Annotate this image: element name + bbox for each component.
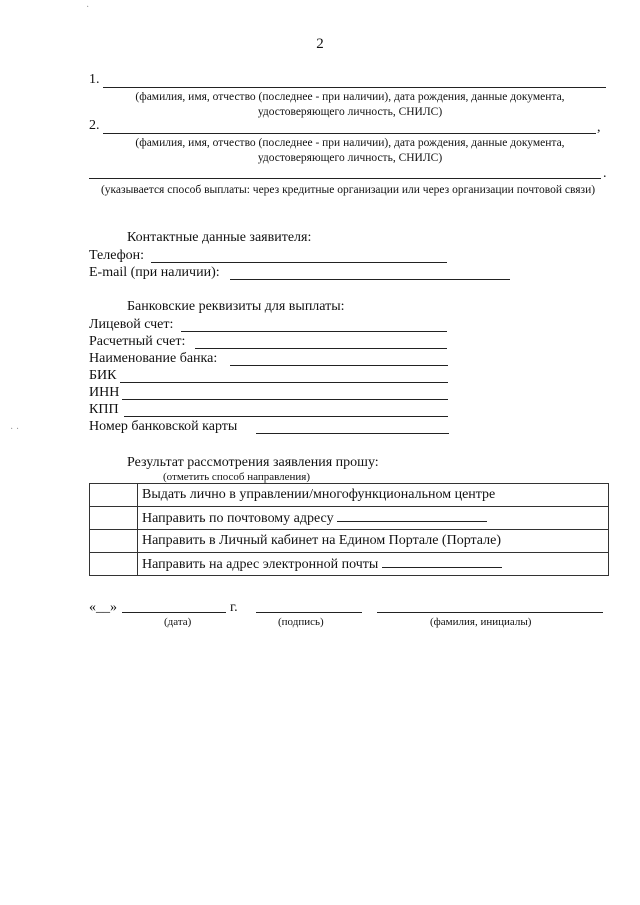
option-text: Направить в Личный кабинет на Едином Портале (Портале): [142, 533, 502, 548]
person-2-caption: (фамилия, имя, отчество (последнее - при наличии), дата рождения, данные документа, удостоверяющего личность, СНИЛС): [135, 137, 565, 164]
person-1-caption: (фамилия, имя, отчество (последнее - при наличии), дата рождения, данные документа, удостоверяющего личность, СНИЛС): [135, 91, 565, 118]
bank-field-label: ИНН: [89, 385, 120, 400]
bank-field-label: Наименование банка:: [89, 351, 218, 366]
option-text: Направить на адрес электронной почты: [142, 557, 379, 572]
delivery-options-table: [89, 483, 609, 576]
email-input-line[interactable]: [230, 279, 510, 280]
scan-mark: · ·: [10, 424, 20, 435]
option-label: [138, 507, 609, 530]
option-row: [90, 507, 609, 530]
person-1-number: 1.: [89, 72, 100, 87]
postal-address-line[interactable]: [337, 509, 487, 522]
date-caption: (дата): [164, 616, 192, 628]
page-number: 2: [316, 36, 324, 52]
bik-input-line[interactable]: [120, 382, 448, 383]
name-initials-line[interactable]: [377, 612, 603, 613]
signature-line[interactable]: [256, 612, 362, 613]
bank-field-label: Номер банковской карты: [89, 419, 238, 434]
option-row: [90, 553, 609, 576]
kpp-input-line[interactable]: [124, 416, 448, 417]
option-checkbox[interactable]: [90, 553, 138, 576]
bank-field-label: Расчетный счет:: [89, 334, 186, 349]
person-1-line[interactable]: [103, 87, 606, 88]
person-2-line[interactable]: [103, 133, 596, 134]
payment-caption: (указывается способ выплаты: через кредитные организации или через организации почтовой связи): [100, 184, 596, 196]
phone-label: Телефон:: [89, 248, 145, 263]
bank-name-input-line[interactable]: [230, 365, 448, 366]
option-checkbox[interactable]: [90, 507, 138, 530]
option-label: [138, 553, 609, 576]
option-text: Выдать лично в управлении/многофункциональном центре: [142, 487, 496, 502]
email-label: E-mail (при наличии):: [89, 265, 220, 280]
signature-caption: (подпись): [278, 616, 324, 628]
name-caption: (фамилия, инициалы): [430, 616, 532, 628]
date-input-line[interactable]: [122, 612, 226, 613]
option-row: [90, 530, 609, 553]
option-text: Направить по почтовому адресу: [142, 511, 334, 526]
option-checkbox[interactable]: [90, 484, 138, 507]
scan-mark: ·: [86, 2, 90, 13]
result-heading: Результат рассмотрения заявления прошу:: [127, 455, 379, 470]
card-number-input-line[interactable]: [256, 433, 449, 434]
result-note: (отметить способ направления): [163, 471, 311, 483]
contacts-heading: Контактные данные заявителя:: [127, 230, 312, 245]
option-label: [138, 484, 609, 507]
inn-input-line[interactable]: [122, 399, 448, 400]
bank-field-label: Лицевой счет:: [89, 317, 174, 332]
option-checkbox[interactable]: [90, 530, 138, 553]
bank-field-label: КПП: [89, 402, 119, 417]
bank-heading: Банковские реквизиты для выплаты:: [127, 299, 345, 314]
year-suffix: г.: [230, 600, 238, 615]
option-row: [90, 484, 609, 507]
account-input-line[interactable]: [181, 331, 447, 332]
person-2-comma: ,: [597, 120, 601, 135]
option-label: [138, 530, 609, 553]
phone-input-line[interactable]: [151, 262, 447, 263]
date-day: «__»: [89, 600, 117, 615]
person-2-number: 2.: [89, 118, 100, 133]
bank-field-label: БИК: [89, 368, 117, 383]
settlement-account-input-line[interactable]: [195, 348, 447, 349]
payment-method-line[interactable]: [89, 178, 601, 179]
email-address-line[interactable]: [382, 555, 502, 568]
payment-period: .: [603, 166, 607, 181]
